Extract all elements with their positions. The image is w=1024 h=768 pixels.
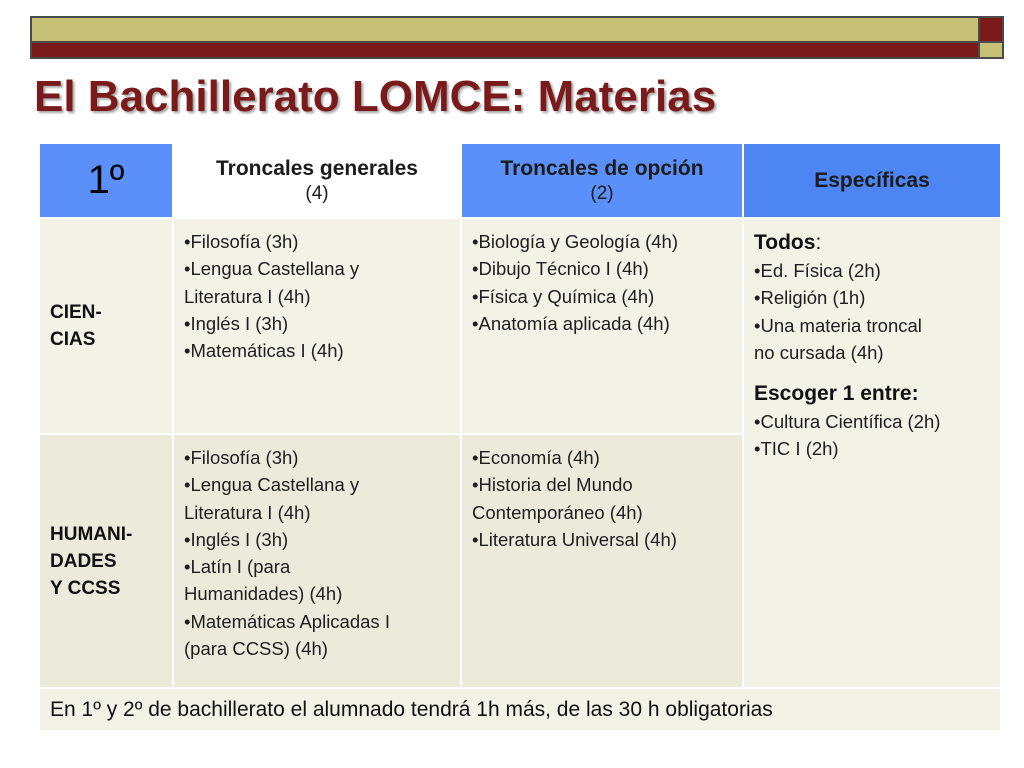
row-label-line: CIAS <box>50 329 96 350</box>
especificas-escoger-heading <box>754 380 990 408</box>
header-square-red <box>978 16 1004 43</box>
header-bar-red <box>30 43 980 59</box>
row-label-line: DADES <box>50 550 117 572</box>
list-item: Humanidades) (4h) <box>184 583 343 605</box>
ciencias-troncales-opcion <box>462 219 742 433</box>
especificas-todos-heading <box>754 229 990 257</box>
list-item: •Historia del Mundo <box>472 474 633 496</box>
header-troncales-generales <box>174 144 460 217</box>
header-bar-olive <box>30 16 980 43</box>
row-label-humanidades <box>40 435 172 687</box>
list-item: •Dibujo Técnico I (4h) <box>472 258 649 280</box>
list-item: •Lengua Castellana y <box>184 474 360 496</box>
header-troncales-opcion-count: (2) <box>590 182 614 204</box>
list-item: •Latín I (para <box>184 556 291 578</box>
header-troncales-generales-label: Troncales generales <box>216 156 418 180</box>
list-item: •Filosofía (3h) <box>184 447 299 468</box>
list-item: •Cultura Científica (2h) <box>754 411 941 433</box>
header-especificas: Específicas <box>744 144 1000 217</box>
list-item: •Religión (1h) <box>754 287 866 309</box>
list-item: •Matemáticas I (4h) <box>184 340 344 362</box>
list-item: •Lengua Castellana y <box>184 258 360 280</box>
list-item: •Economía (4h) <box>472 447 600 468</box>
subjects-table <box>40 144 1000 730</box>
list-item: •Literatura Universal (4h) <box>472 528 677 550</box>
escoger-label: Escoger 1 entre: <box>754 382 919 406</box>
header-square-olive <box>978 43 1004 59</box>
list-item: no cursada (4h) <box>754 341 884 363</box>
list-item: •Matemáticas Aplicadas I <box>184 610 390 632</box>
list-item: •Inglés I (3h) <box>184 528 289 550</box>
list-item: •Física y Química (4h) <box>472 285 655 307</box>
header-troncales-opcion-label: Troncales de opción <box>500 156 704 180</box>
especificas-cell <box>744 219 1000 687</box>
row-label-line: Y CCSS <box>50 577 121 599</box>
slide-title: El Bachillerato LOMCE: Materias <box>34 72 717 121</box>
list-item: •Biología y Geología (4h) <box>472 231 678 252</box>
list-item: •Una materia troncal <box>754 314 922 336</box>
list-item: (para CCSS) (4h) <box>184 638 328 660</box>
table-footer-note: En 1º y 2º de bachillerato el alumnado tendrá 1h más, de las 30 h obligatorias <box>40 689 1000 730</box>
row-label-line: CIEN- <box>50 302 102 323</box>
list-item: •Ed. Física (2h) <box>754 260 881 281</box>
todos-label: Todos <box>754 231 816 254</box>
list-item: •Anatomía aplicada (4h) <box>472 312 670 334</box>
row-label-line: HUMANI- <box>50 523 133 545</box>
spacer <box>754 366 990 380</box>
row-label-ciencias <box>40 219 172 433</box>
table-corner-1o: 1º <box>40 144 172 217</box>
humanidades-troncales-generales <box>174 435 460 687</box>
ciencias-troncales-generales <box>174 219 460 433</box>
list-item: Contemporáneo (4h) <box>472 501 643 523</box>
list-item: •Filosofía (3h) <box>184 231 299 252</box>
humanidades-troncales-opcion <box>462 435 742 687</box>
todos-colon: : <box>815 231 822 254</box>
list-item: •Inglés I (3h) <box>184 312 289 334</box>
list-item: •TIC I (2h) <box>754 438 839 460</box>
list-item: Literatura I (4h) <box>184 501 311 523</box>
list-item: Literatura I (4h) <box>184 285 311 307</box>
header-troncales-generales-count: (4) <box>305 182 329 204</box>
header-troncales-opcion <box>462 144 742 217</box>
